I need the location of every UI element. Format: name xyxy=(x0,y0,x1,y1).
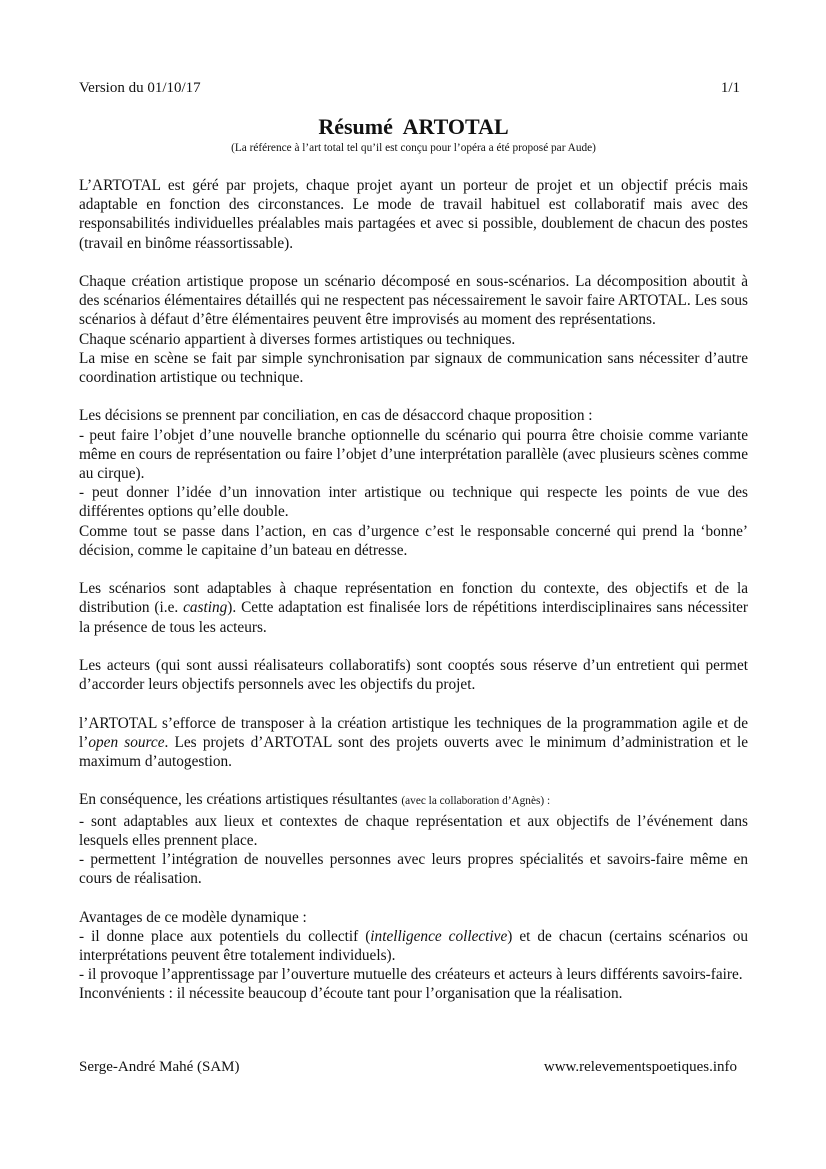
paragraph-organization: L’ARTOTAL est géré par projets, chaque projet ayant un porteur de projet et un objectif précis mais adaptable en fonction des circonstances. Le mode de travail habituel est collaboratif mais avec des responsabilités individuelles préalables mais partagées et avec si possible, doublement de chacun des postes (travail en binôme réassortissable). xyxy=(79,177,748,252)
author-signature: Serge-André Mahé (SAM) xyxy=(79,1059,240,1075)
italic-term: open source xyxy=(88,733,165,751)
paragraph-line: Chaque scénario appartient à diverses formes artistiques ou techniques. xyxy=(79,330,516,348)
italic-term: casting xyxy=(183,599,228,617)
page-header xyxy=(79,79,740,98)
paragraph-line: Chaque création artistique propose un scénario décomposé en sous-scénarios. La décomposition aboutit à des scénarios élémentaires détaillés qui ne respectent pas nécessairement le savoir faire ARTOTAL. Les sous scénarios à défaut d’être élémentaires peuvent être improvisés au moment des représentations. xyxy=(79,273,748,329)
paragraph-consequences xyxy=(79,790,748,888)
text-run: En conséquence, les créations artistiques résultantes xyxy=(79,791,402,809)
text-run: ) et de chacun (certains scénarios ou interprétations peuvent être totalement individuels). xyxy=(79,927,748,965)
list-item: - permettent l’intégration de nouvelles personnes avec leurs propres spécialités et savoirs-faire même en cours de réalisation. xyxy=(79,851,748,888)
text-run: . Les projets d’ARTOTAL sont des projets ouverts avec le minimum d’administration et le maximum d’autogestion. xyxy=(79,733,748,771)
paragraph-actors: Les acteurs (qui sont aussi réalisateurs collaboratifs) sont cooptés sous réserve d’un entretient qui permet d’accorder leurs objectifs personnels avec les objectifs du projet. xyxy=(79,657,748,694)
italic-term: intelligence collective xyxy=(370,927,508,945)
collaboration-note: (avec la collaboration d’Agnès) : xyxy=(401,795,551,808)
website-link[interactable]: www.relevementspoetiques.info xyxy=(543,1059,737,1075)
document-body xyxy=(79,176,748,1023)
list-item: - il provoque l’apprentissage par l’ouverture mutuelle des créateurs et acteurs à leurs différents savoirs-faire. xyxy=(79,966,743,984)
paragraph-scenarios xyxy=(79,272,748,387)
text-run: ). Cette adaptation est finalisée lors de répétitions interdisciplinaires sans nécessiter la présence de tous les acteurs. xyxy=(79,599,748,636)
page-footer xyxy=(79,1058,737,1077)
document-title: Résumé ARTOTAL xyxy=(318,114,509,139)
paragraph-line: Inconvénients : il nécessite beaucoup d’écoute tant pour l’organisation que la réalisation. xyxy=(79,985,623,1003)
list-item xyxy=(79,927,748,965)
paragraph-agile xyxy=(79,714,748,772)
version-date: Version du 01/10/17 xyxy=(79,80,201,96)
text-run: - il donne place aux potentiels du collectif ( xyxy=(79,927,371,945)
paragraph-line: Les décisions se prennent par conciliation, en cas de désaccord chaque proposition : xyxy=(79,407,593,425)
page-number: 1/1 xyxy=(720,80,740,96)
document-subtitle: (La référence à l’art total tel qu’il est conçu pour l’opéra a été proposé par Aude) xyxy=(231,142,596,154)
list-item: - peut faire l’objet d’une nouvelle branche optionnelle du scénario qui pourra être choisie comme variante même en cours de représentation ou faire l’objet d’une interprétation parallèle (avec plusieurs scènes comme au cirque). xyxy=(79,426,748,483)
text-run: Les scénarios sont adaptables à chaque représentation en fonction du contexte, des objectifs et de la distribution (i.e. xyxy=(79,580,748,617)
list-item: - sont adaptables aux lieux et contextes de chaque représentation et aux objectifs de l’événement dans lesquels elles prennent place. xyxy=(79,812,748,849)
paragraph-advantages xyxy=(79,908,748,1004)
paragraph-line: Avantages de ce modèle dynamique : xyxy=(79,908,307,926)
paragraph-decisions xyxy=(79,406,748,560)
paragraph-adaptation xyxy=(79,579,748,637)
paragraph-line xyxy=(79,790,748,811)
text-run: l’ARTOTAL s’efforce de transposer à la création artistique les techniques de la programmation agile et de l’ xyxy=(79,714,748,751)
paragraph-line: La mise en scène se fait par simple synchronisation par signaux de communication sans nécessiter d’autre coordination artistique ou technique. xyxy=(79,349,748,387)
list-item: - peut donner l’idée d’un innovation inter artistique ou technique qui respecte les points de vue des différentes options qu’elle double. xyxy=(79,484,748,521)
paragraph-line: Comme tout se passe dans l’action, en cas d’urgence c’est le responsable concerné qui prend la ‘bonne’ décision, comme le capitaine d’un bateau en détresse. xyxy=(79,522,748,559)
